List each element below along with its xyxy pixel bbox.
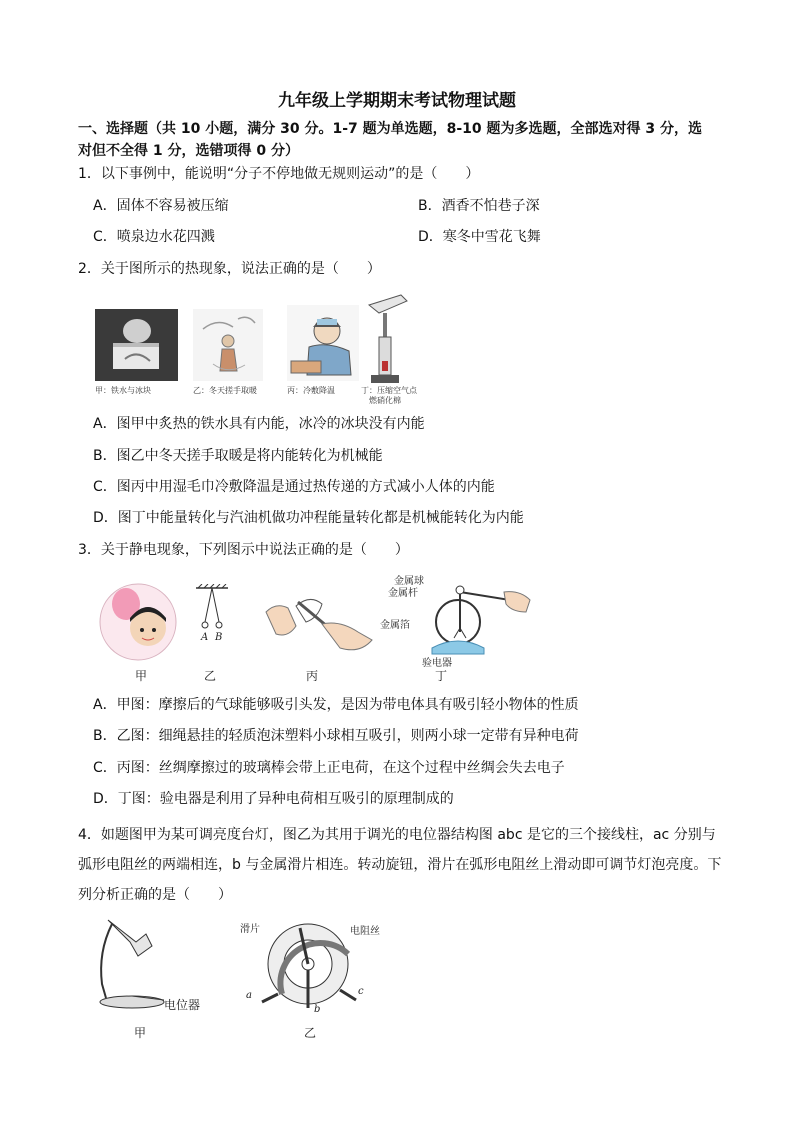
electroscope-label: 验电器 — [422, 658, 452, 669]
q2-figure — [95, 287, 440, 407]
q4-line-2: 弧形电阻丝的两端相连，b 与金属滑片相连。转动旋钮，滑片在弧形电阻丝上滑动即可调节灯泡亮度。下 — [78, 857, 722, 873]
glass-rod-rubbing-image — [262, 582, 382, 662]
cold-compress-sketch — [287, 305, 359, 381]
caption-ding-line-2: 燃硝化棉 — [369, 396, 401, 405]
iron-and-ice-photo — [95, 309, 178, 381]
caption-ding-line-1: 丁：压缩空气点 — [361, 386, 417, 395]
terminal-b-label: b — [314, 1004, 321, 1015]
metal-foil-label: 金属箔 — [380, 620, 410, 631]
terminal-c-label: c — [358, 986, 364, 997]
q4-line-3: 列分析正确的是（ ） — [78, 887, 232, 903]
label-yi: 乙 — [204, 669, 217, 683]
page-title: 九年级上学期期末考试物理试题 — [278, 91, 516, 111]
question-2-stem: 2．关于图所示的热现象，说法正确的是（ ） — [78, 261, 381, 277]
q2-option-d: D．图丁中能量转化与汽油机做功冲程能量转化都是机械能转化为内能 — [93, 510, 524, 526]
q3-option-d: D．丁图：验电器是利用了异种电荷相互吸引的原理制成的 — [93, 791, 454, 807]
rubbing-hands-sketch — [193, 309, 263, 381]
q2-option-a: A．图甲中炙热的铁水具有内能，冰冷的冰块没有内能 — [93, 416, 425, 432]
ball-b-label: B — [215, 632, 223, 643]
question-3-stem: 3．关于静电现象，下列图示中说法正确的是（ ） — [78, 542, 409, 558]
question-4-stem — [78, 820, 768, 910]
q1-option-b: B．酒香不怕巷子深 — [418, 198, 540, 214]
q3-option-c: C．丙图：丝绸摩擦过的玻璃棒会带上正电荷，在这个过程中丝绸会失去电子 — [93, 760, 565, 776]
section-heading — [78, 118, 758, 162]
q1-option-a: A．固体不容易被压缩 — [93, 198, 229, 214]
q1-option-d: D．寒冬中雪花飞舞 — [418, 229, 541, 245]
metal-rod-label: 金属杆 — [388, 588, 418, 599]
ball-a-label: A — [201, 632, 209, 643]
q2-option-b: B．图乙中冬天搓手取暖是将内能转化为机械能 — [93, 448, 383, 464]
q3-figure — [90, 570, 530, 685]
caption-bing: 丙：冷敷降温 — [287, 386, 335, 395]
question-1-stem: 1．以下事例中，能说明“分子不停地做无规则运动”的是（ ） — [78, 166, 480, 182]
slider-label: 滑片 — [240, 924, 260, 935]
q4-figure — [92, 912, 392, 1044]
terminal-a-label: a — [246, 990, 252, 1001]
caption-yi: 乙：冬天搓手取暖 — [193, 386, 257, 395]
q1-option-c: C．喷泉边水花四溅 — [93, 229, 215, 245]
caption-jia: 甲：铁水与冰块 — [95, 386, 151, 395]
q4-line-1: 4．如题图甲为某可调亮度台灯，图乙为其用于调光的电位器结构图 abc 是它的三个接线柱，ac 分别与 — [78, 827, 716, 843]
potentiometer-label: 电位器 — [164, 998, 201, 1012]
hanging-balls-diagram — [194, 584, 234, 634]
figure-yi-label: 乙 — [304, 1026, 317, 1040]
q3-option-a: A．甲图：摩擦后的气球能够吸引头发，是因为带电体具有吸引轻小物体的性质 — [93, 697, 579, 713]
section-heading-line-1: 一、选择题（共 10 小题，满分 30 分。1-7 题为单选题，8-10 题为多选题，全部选对得 3 分，选 — [78, 121, 703, 137]
metal-ball-label: 金属球 — [394, 576, 424, 587]
resistance-wire-label: 电阻丝 — [350, 926, 380, 937]
label-ding: 丁 — [435, 669, 448, 683]
figure-jia-label: 甲 — [134, 1026, 147, 1040]
label-bing: 丙 — [306, 669, 319, 683]
balloon-girl-image — [98, 582, 178, 662]
q2-option-c: C．图丙中用湿毛巾冷敷降温是通过热传递的方式减小人体的内能 — [93, 479, 495, 495]
air-compression-apparatus — [357, 287, 417, 387]
label-jia: 甲 — [135, 669, 148, 683]
section-heading-line-2: 对但不全得 1 分，选错项得 0 分） — [78, 143, 299, 159]
q3-option-b: B．乙图：细绳悬挂的轻质泡沫塑料小球相互吸引，则两小球一定带有异种电荷 — [93, 728, 579, 744]
